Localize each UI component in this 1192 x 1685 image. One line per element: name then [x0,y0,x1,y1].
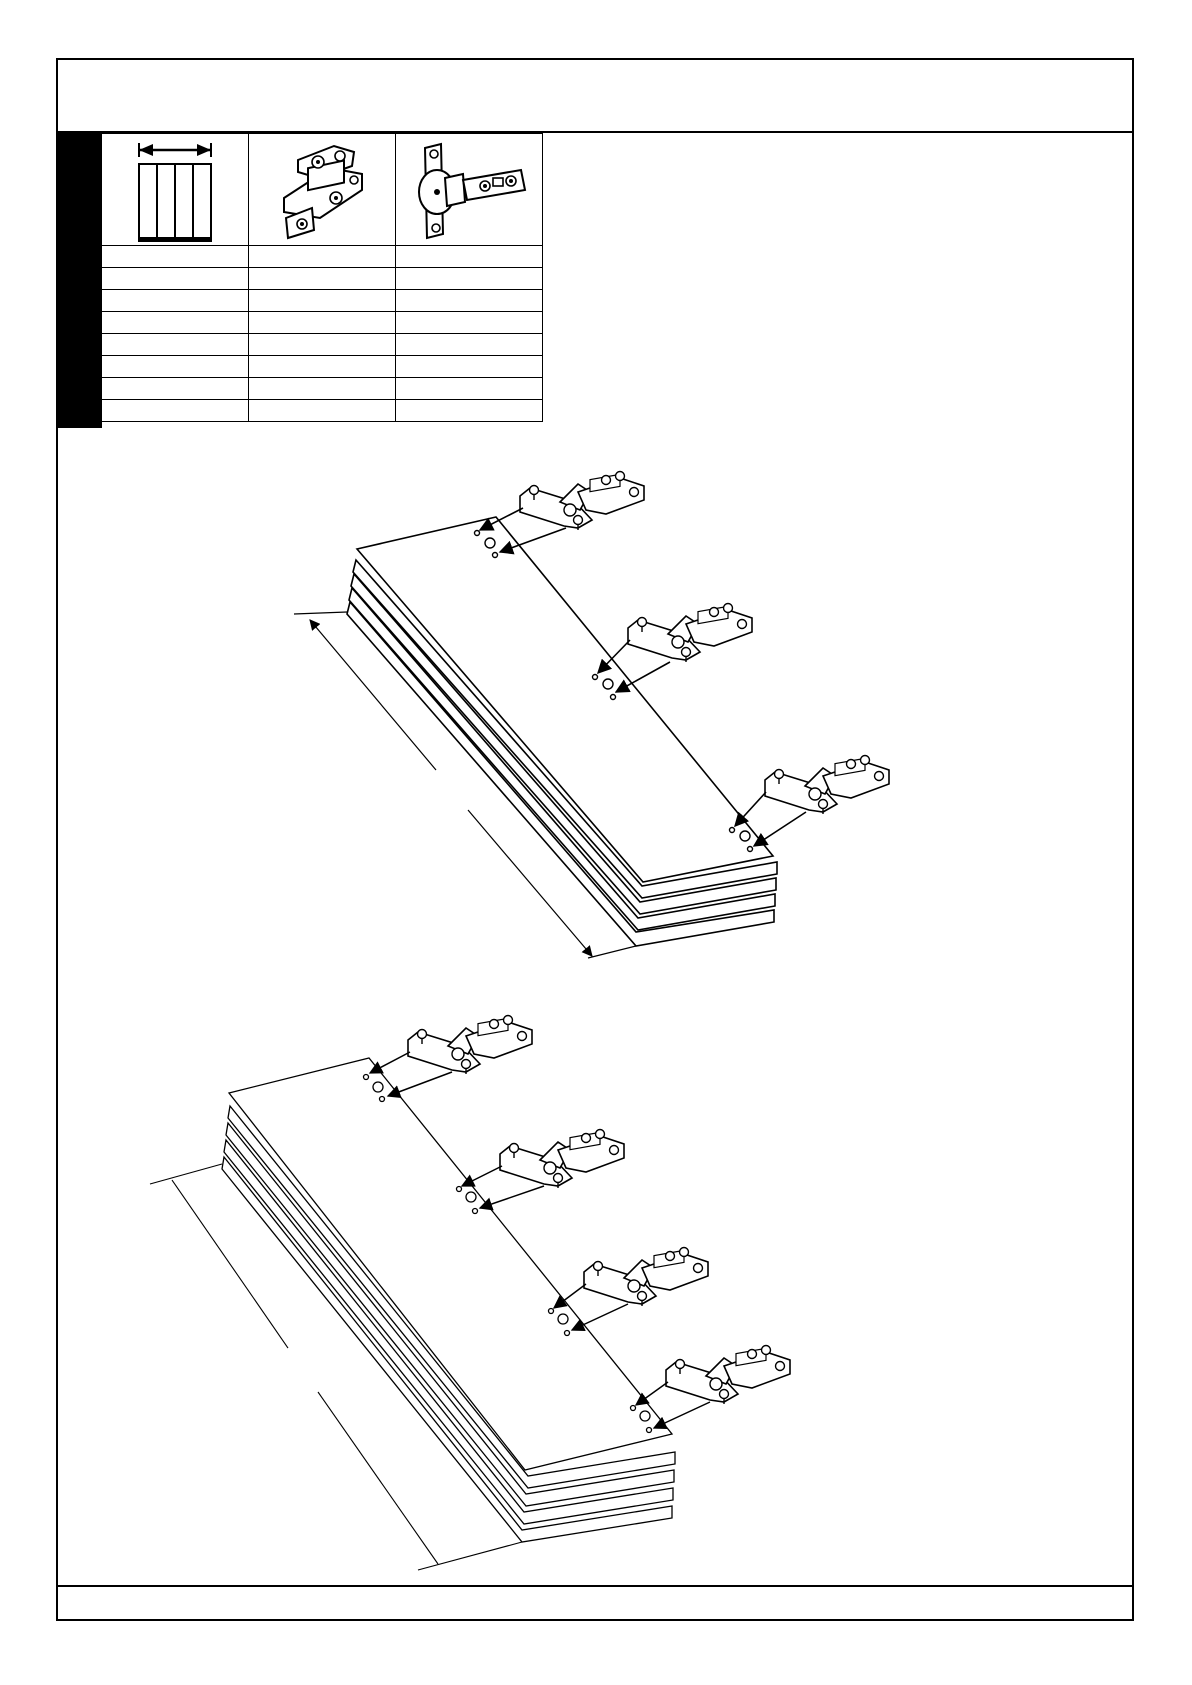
upper-hinge-2 [628,604,752,663]
lower-door-stack [150,1016,790,1571]
lower-hinge-4 [666,1346,790,1405]
upper-panel-stack [347,517,777,946]
lower-hinge-1 [408,1016,532,1075]
lower-hinge-3 [584,1248,708,1307]
lower-hinge-2 [500,1130,624,1189]
upper-hinge-1 [520,472,644,531]
lower-panel-stack [222,1058,675,1542]
upper-door-stack [294,472,889,959]
upper-hinge-3 [765,756,889,815]
